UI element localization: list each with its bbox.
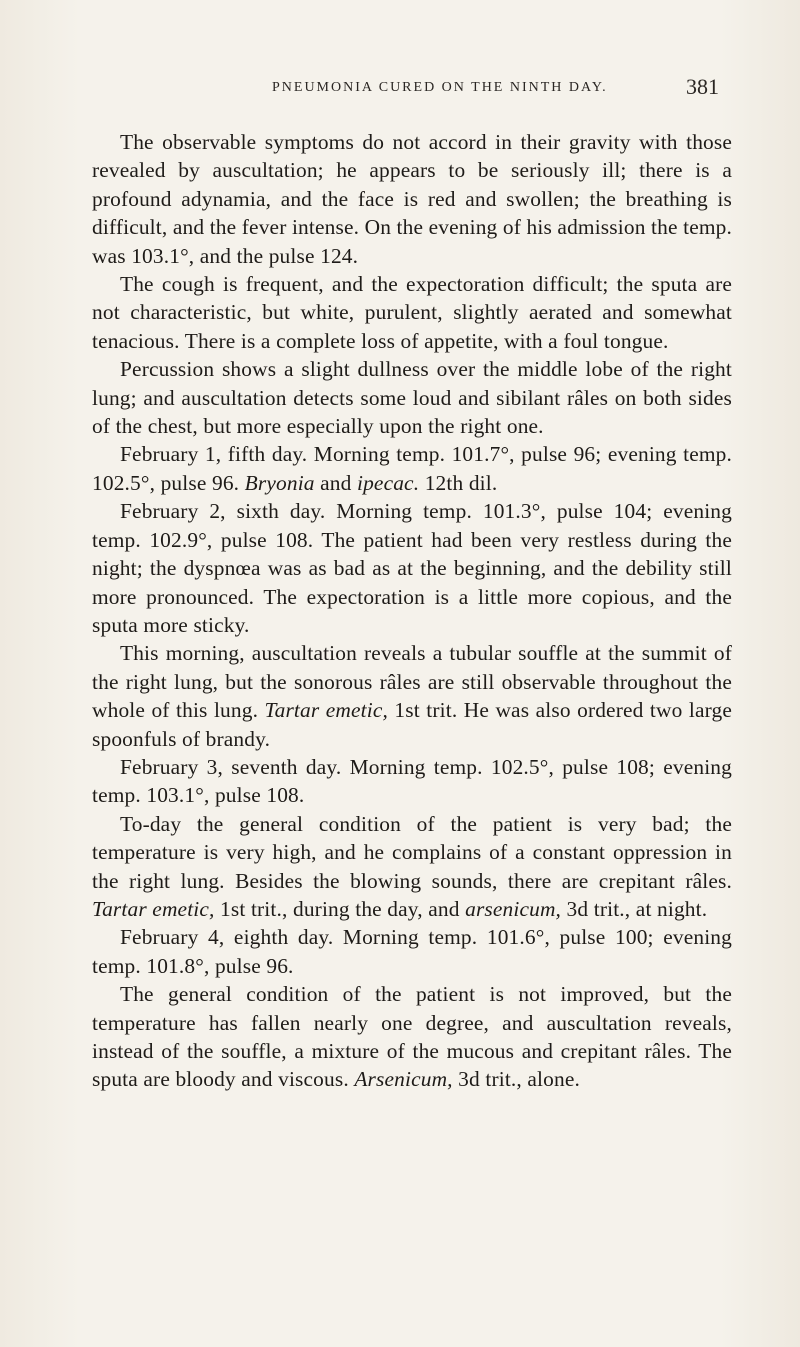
text-segment: 1st trit. He was also ordered two large spoonfuls of brandy. [92,698,732,751]
paragraph-condition [92,810,732,924]
paragraph-february-3: February 3, seventh day. Morning temp. 102.5°, pulse 108; evening temp. 103.1°, pulse 108. [92,754,732,808]
text-segment: This morning, auscultation reveals a tubular souffle at the summit of the right lung, but the sonorous râles are still observable throughout the whole of this lung. [92,641,732,723]
remedy-name: Arsenicum, [354,1067,453,1092]
remedy-name: Bryonia [244,470,315,495]
running-title: PNEUMONIA CURED ON THE NINTH DAY. [272,80,608,95]
paragraph-symptoms: The observable symptoms do not accord in their gravity with those revealed by auscultation; he appears to be seriously ill; there is a profound adynamia, and the face is red and swollen; the breathing is difficult, and the fever intense. On the evening of his admission the temp. was 103.1°, and the pulse 124. [92,130,732,268]
page-number: 381 [686,74,719,99]
text-segment: 1st trit., during the day, and [214,896,466,921]
paragraph-auscultation [92,639,732,753]
paragraph-february-1 [92,440,732,497]
paragraph-cough: The cough is frequent, and the expectoration difficult; the sputa are not characteristic, but white, purulent, slightly aerated and somewhat tenacious. There is a complete loss of appetite, with a foul tongue. [92,272,732,353]
remedy-name: ipecac. [356,470,420,495]
text-segment: 12th dil. [419,470,498,495]
page-body [92,128,732,1094]
paragraph-february-2: February 2, sixth day. Morning temp. 101.3°, pulse 104; evening temp. 102.9°, pulse 108. The patient had been very restless during the night; the dyspnœa was as bad as at the beginning, and the debility still more pronounced. The expectoration is a little more copious, and the sputa more sticky. [92,499,732,637]
text-segment: 3d trit., alone. [452,1067,580,1092]
paragraph-general-condition [92,980,732,1094]
text-segment: To-day the general condition of the patient is very bad; the temperature is very high, and he complains of a constant oppression in the right lung. Besides the blowing sounds, there are crepitant râles. [92,811,732,893]
text-segment: and [314,470,357,495]
text-segment: The general condition of the patient is not improved, but the temperature has fallen nearly one degree, and auscultation reveals, instead of the souffle, a mixture of the mucous and crepitant râles. The sputa are bloody and viscous. [92,982,732,1092]
text-segment: February 1, fifth day. Morning temp. 101.7°, pulse 96; evening temp. 102.5°, pulse 96. [92,442,732,495]
remedy-name: arsenicum, [465,896,562,921]
text-segment: 3d trit., at night. [561,896,708,921]
paragraph-february-4: February 4, eighth day. Morning temp. 101.6°, pulse 100; evening temp. 101.8°, pulse 96. [92,925,732,978]
remedy-name: Tartar emetic, [92,896,215,921]
paragraph-percussion: Percussion shows a slight dullness over the middle lobe of the right lung; and auscultation detects some loud and sibilant râles on both sides of the chest, but more especially upon the right one. [92,357,732,439]
remedy-name: Tartar emetic, [264,698,388,723]
